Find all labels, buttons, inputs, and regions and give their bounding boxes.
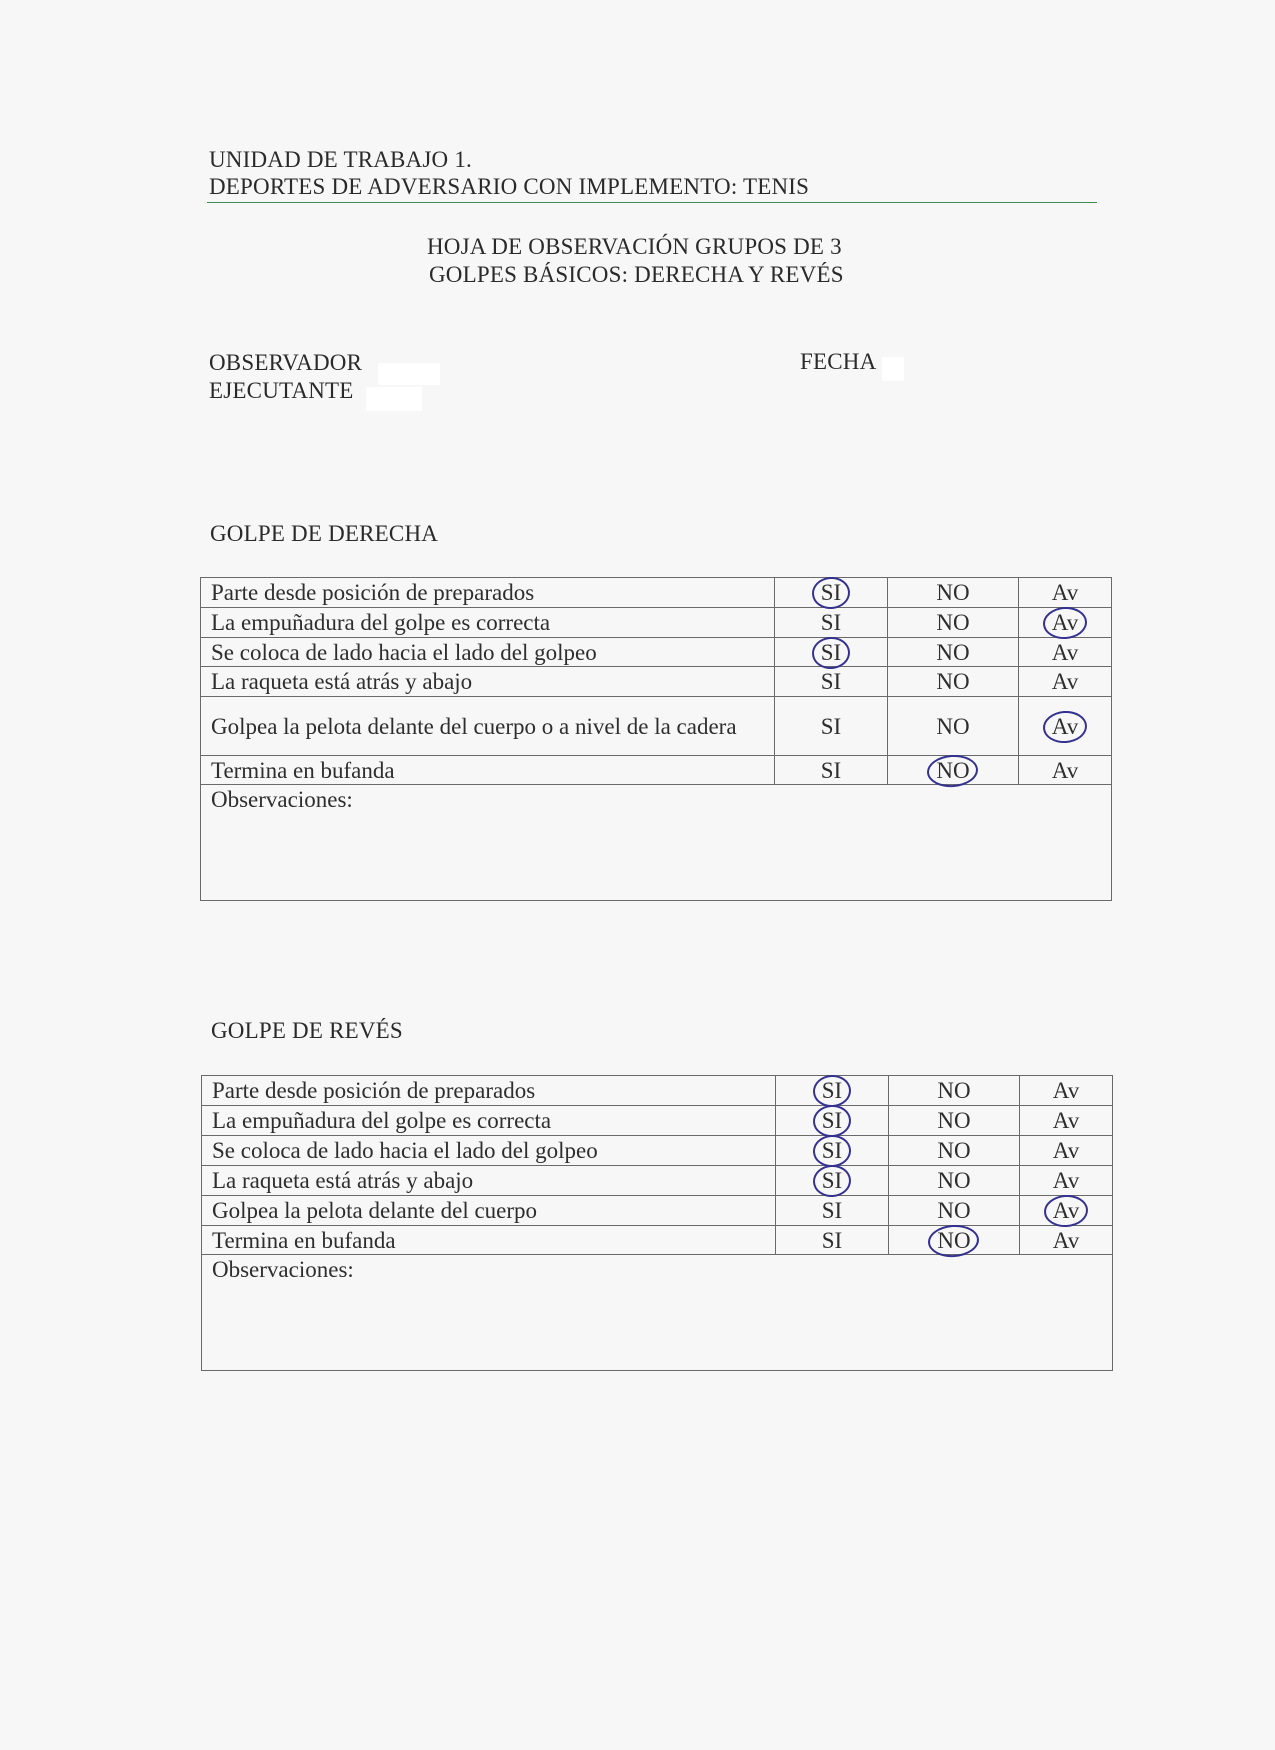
observer-label: OBSERVADOR (209, 350, 363, 375)
option-cell-av[interactable] (1020, 1226, 1113, 1255)
option-no-label (936, 640, 969, 665)
option-cell-no[interactable] (888, 638, 1019, 667)
option-cell-av[interactable] (1020, 1106, 1113, 1136)
observations-label: Observaciones: (211, 787, 353, 812)
option-text: SI (821, 1138, 843, 1163)
criteria-row (201, 578, 1112, 608)
criteria-row (201, 756, 1112, 785)
criterion-label: Se coloca de lado hacia el lado del golpeo (202, 1136, 776, 1166)
option-cell-no[interactable] (889, 1226, 1020, 1255)
option-no-label (937, 1138, 970, 1163)
option-cell-no[interactable] (889, 1076, 1020, 1106)
pen-circle-mark (812, 1134, 853, 1169)
option-av-label (1053, 1078, 1079, 1103)
criterion-label: Parte desde posición de preparados (201, 578, 775, 608)
option-text: NO (936, 610, 970, 635)
performer-redaction (366, 387, 422, 411)
option-text: Av (1052, 1198, 1080, 1223)
criterion-label: Golpea la pelota delante del cuerpo o a nivel de la cadera (201, 697, 775, 756)
option-av-label (1052, 580, 1078, 605)
option-cell-yes[interactable] (776, 1166, 889, 1196)
criteria-row (202, 1136, 1113, 1166)
option-text: NO (937, 1108, 971, 1133)
option-cell-av[interactable] (1019, 667, 1112, 697)
sheet-title: HOJA DE OBSERVACIÓN GRUPOS DE 3 (427, 234, 842, 259)
option-no-label (937, 1198, 970, 1223)
criteria-row (201, 608, 1112, 638)
criterion-label: Parte desde posición de preparados (202, 1076, 776, 1106)
option-yes-label (821, 580, 841, 605)
option-cell-yes[interactable] (775, 608, 888, 638)
subject-heading: DEPORTES DE ADVERSARIO CON IMPLEMENTO: TENIS (209, 174, 810, 199)
option-text: SI (820, 713, 842, 739)
criteria-row (202, 1196, 1113, 1226)
pen-circle-mark (812, 1164, 853, 1199)
option-text: SI (820, 610, 842, 635)
option-cell-yes[interactable] (776, 1226, 889, 1255)
option-cell-no[interactable] (889, 1136, 1020, 1166)
forehand-table (200, 577, 1112, 901)
observations-field[interactable] (202, 1255, 1113, 1371)
performer-label: EJECUTANTE (209, 378, 354, 403)
observations-field[interactable] (201, 785, 1112, 901)
pen-circle-mark (811, 576, 852, 611)
option-av-label (1052, 758, 1078, 783)
option-cell-av[interactable] (1019, 578, 1112, 608)
criteria-row (201, 667, 1112, 697)
pen-circle-mark (811, 635, 852, 670)
option-text: Av (1051, 757, 1079, 783)
option-text: Av (1051, 580, 1079, 605)
option-av-label (1052, 669, 1078, 694)
pen-circle-mark (1043, 1193, 1090, 1228)
option-cell-yes[interactable] (775, 756, 888, 785)
header-rule (207, 202, 1097, 203)
option-cell-no[interactable] (889, 1106, 1020, 1136)
option-no-label (937, 1108, 970, 1133)
option-text: Av (1051, 610, 1079, 635)
option-yes-label (822, 1198, 842, 1223)
option-text: Av (1052, 1108, 1080, 1133)
option-text: Av (1052, 1227, 1080, 1253)
pen-circle-mark (812, 1104, 853, 1139)
criterion-label: Golpea la pelota delante del cuerpo (202, 1196, 776, 1226)
criteria-row (202, 1106, 1113, 1136)
option-cell-av[interactable] (1019, 638, 1112, 667)
unit-heading: UNIDAD DE TRABAJO 1. (209, 147, 472, 172)
option-no-label (937, 1168, 970, 1193)
option-cell-av[interactable] (1020, 1076, 1113, 1106)
option-cell-av[interactable] (1019, 697, 1112, 756)
option-text: Av (1051, 669, 1079, 694)
option-yes-label (821, 640, 841, 665)
option-text: SI (821, 1227, 843, 1253)
sheet-subtitle: GOLPES BÁSICOS: DERECHA Y REVÉS (429, 262, 844, 287)
option-cell-no[interactable] (888, 608, 1019, 638)
option-av-label (1052, 640, 1078, 665)
option-text: NO (936, 757, 970, 783)
option-yes-label (822, 1168, 842, 1193)
option-cell-av[interactable] (1020, 1166, 1113, 1196)
criteria-row (202, 1226, 1113, 1255)
option-text: SI (821, 1108, 843, 1133)
option-av-label (1053, 1228, 1079, 1253)
option-av-label (1052, 714, 1078, 739)
backhand-table (201, 1075, 1113, 1371)
pen-circle-mark (1042, 605, 1089, 640)
criterion-label: La empuñadura del golpe es correcta (201, 608, 775, 638)
option-text: NO (936, 639, 970, 665)
criterion-label: Termina en bufanda (202, 1226, 776, 1255)
option-text: NO (936, 669, 970, 694)
option-text: Av (1051, 713, 1079, 739)
criterion-label: Se coloca de lado hacia el lado del golpeo (201, 638, 775, 667)
option-text: SI (820, 757, 842, 783)
date-redaction (882, 357, 904, 381)
option-yes-label (821, 758, 841, 783)
option-yes-label (821, 610, 841, 635)
option-cell-no[interactable] (889, 1166, 1020, 1196)
observer-redaction (378, 363, 440, 385)
option-text: SI (820, 639, 842, 665)
pen-circle-mark (812, 1074, 853, 1109)
criterion-label: Termina en bufanda (201, 756, 775, 785)
observations-row (202, 1255, 1113, 1371)
option-cell-yes[interactable] (775, 667, 888, 697)
option-text: NO (936, 580, 970, 605)
option-text: SI (821, 1078, 843, 1103)
option-yes-label (822, 1108, 842, 1133)
option-text: Av (1052, 1078, 1080, 1103)
option-cell-no[interactable] (888, 578, 1019, 608)
criteria-row (201, 638, 1112, 667)
option-yes-label (822, 1228, 842, 1253)
option-cell-yes[interactable] (775, 578, 888, 608)
forehand-title: GOLPE DE DERECHA (210, 521, 439, 546)
observations-row (201, 785, 1112, 901)
criterion-label: La empuñadura del golpe es correcta (202, 1106, 776, 1136)
pen-circle-mark (926, 753, 979, 788)
option-no-label (936, 758, 969, 783)
option-text: NO (937, 1227, 971, 1253)
option-no-label (936, 580, 969, 605)
option-text: NO (937, 1078, 971, 1103)
option-cell-no[interactable] (888, 756, 1019, 785)
option-av-label (1053, 1138, 1079, 1163)
option-yes-label (821, 669, 841, 694)
option-text: NO (937, 1168, 971, 1193)
option-cell-yes[interactable] (776, 1076, 889, 1106)
option-cell-yes[interactable] (776, 1106, 889, 1136)
option-text: NO (937, 1138, 971, 1163)
option-text: SI (820, 669, 842, 694)
option-text: NO (937, 1198, 971, 1223)
option-no-label (937, 1228, 970, 1253)
criteria-row (201, 697, 1112, 756)
criteria-row (202, 1166, 1113, 1196)
option-text: Av (1052, 1138, 1080, 1163)
option-cell-av[interactable] (1019, 608, 1112, 638)
option-no-label (936, 714, 969, 739)
option-text: SI (821, 1168, 843, 1193)
option-yes-label (822, 1138, 842, 1163)
option-cell-no[interactable] (888, 667, 1019, 697)
option-av-label (1052, 610, 1078, 635)
observations-label: Observaciones: (212, 1257, 354, 1282)
option-text: Av (1051, 639, 1079, 665)
option-av-label (1053, 1108, 1079, 1133)
criteria-row (202, 1076, 1113, 1106)
option-cell-yes[interactable] (775, 697, 888, 756)
option-cell-no[interactable] (888, 697, 1019, 756)
option-no-label (936, 669, 969, 694)
option-cell-yes[interactable] (776, 1196, 889, 1226)
criterion-label: La raqueta está atrás y abajo (202, 1166, 776, 1196)
option-cell-no[interactable] (889, 1196, 1020, 1226)
option-av-label (1053, 1168, 1079, 1193)
pen-circle-mark (927, 1223, 980, 1258)
pen-circle-mark (1042, 709, 1089, 744)
option-cell-av[interactable] (1019, 756, 1112, 785)
criterion-label: La raqueta está atrás y abajo (201, 667, 775, 697)
option-no-label (936, 610, 969, 635)
option-yes-label (821, 714, 841, 739)
backhand-title: GOLPE DE REVÉS (211, 1018, 403, 1043)
option-no-label (937, 1078, 970, 1103)
option-yes-label (822, 1078, 842, 1103)
option-cell-av[interactable] (1020, 1136, 1113, 1166)
option-text: SI (820, 580, 842, 605)
option-av-label (1053, 1198, 1079, 1223)
option-text: SI (821, 1198, 843, 1223)
option-cell-yes[interactable] (775, 638, 888, 667)
date-label: FECHA (800, 349, 877, 374)
option-text: NO (936, 713, 970, 739)
option-cell-yes[interactable] (776, 1136, 889, 1166)
option-text: Av (1052, 1168, 1080, 1193)
option-cell-av[interactable] (1020, 1196, 1113, 1226)
